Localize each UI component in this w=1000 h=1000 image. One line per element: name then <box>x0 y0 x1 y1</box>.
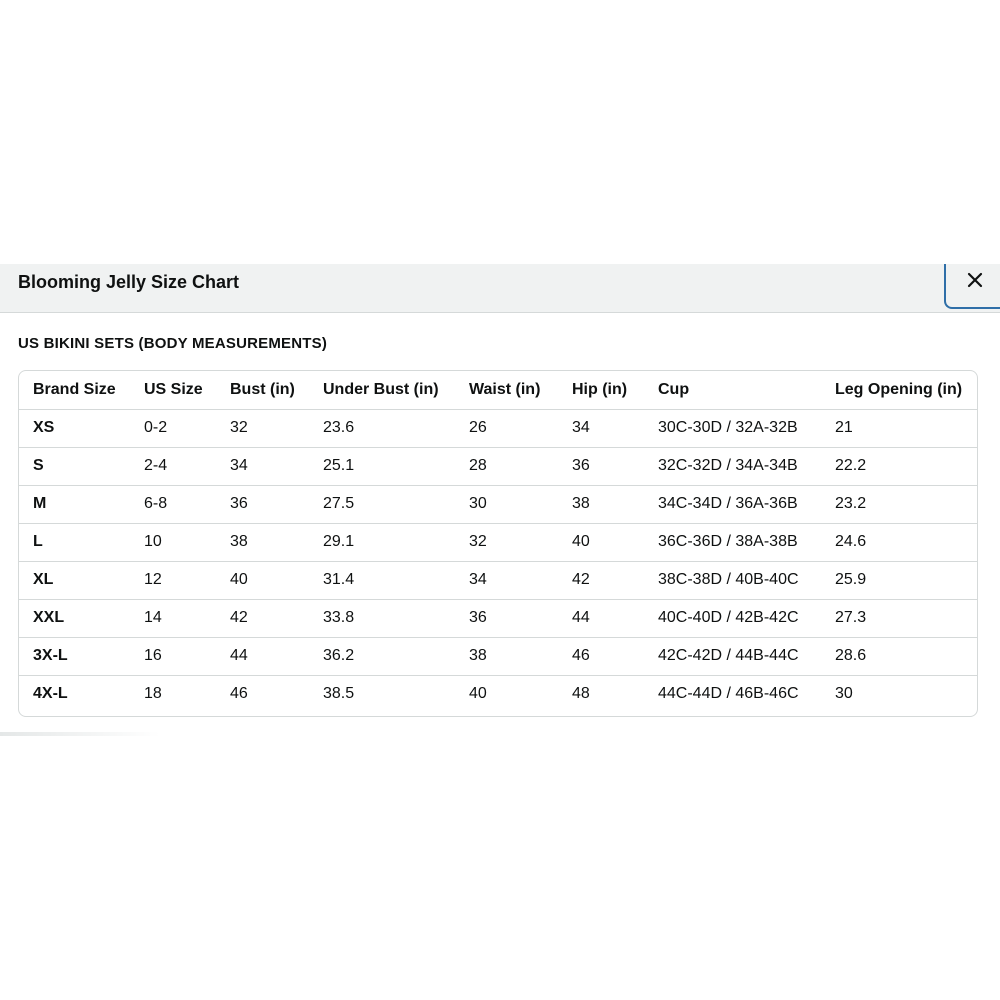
cell-bust: 34 <box>216 447 309 485</box>
cell-leg-opening: 22.2 <box>821 447 978 485</box>
table-row <box>19 599 978 637</box>
cell-leg-opening: 21 <box>821 409 978 447</box>
table-row <box>19 409 978 447</box>
cell-us-size: 2-4 <box>130 447 216 485</box>
cell-hip: 44 <box>558 599 644 637</box>
cell-bust: 44 <box>216 637 309 675</box>
cell-us-size: 6-8 <box>130 485 216 523</box>
cell-leg-opening: 24.6 <box>821 523 978 561</box>
modal-header <box>0 264 1000 313</box>
cell-waist: 30 <box>455 485 558 523</box>
cell-bust: 36 <box>216 485 309 523</box>
cell-brand-size: XS <box>19 409 130 447</box>
cell-under-bust: 38.5 <box>323 685 355 703</box>
size-chart-modal <box>0 264 1000 734</box>
cell-under-bust: 31.4 <box>309 561 455 599</box>
header-hip: Hip (in) <box>558 371 644 409</box>
cell-us-size: 12 <box>130 561 216 599</box>
cell-under-bust: 36.2 <box>309 637 455 675</box>
cell-cup: 42C-42D / 44B-44C <box>644 637 821 675</box>
header-cup: Cup <box>644 371 821 409</box>
cell-hip: 42 <box>558 561 644 599</box>
cell-bust: 32 <box>216 409 309 447</box>
cell-under-bust: 25.1 <box>309 447 455 485</box>
cell-waist: 32 <box>455 523 558 561</box>
cell-waist: 26 <box>455 409 558 447</box>
cell-us-size: 14 <box>130 599 216 637</box>
cell-brand-size: 4X-L <box>33 685 68 703</box>
cell-leg-opening: 25.9 <box>821 561 978 599</box>
cell-under-bust: 29.1 <box>309 523 455 561</box>
cell-bust: 42 <box>216 599 309 637</box>
close-button[interactable] <box>944 264 1000 309</box>
cell-waist: 36 <box>455 599 558 637</box>
header-brand-size: Brand Size <box>19 371 130 409</box>
cell-hip: 48 <box>572 685 590 703</box>
cell-leg-opening: 30 <box>835 685 853 703</box>
size-table <box>19 371 978 713</box>
modal-title: Blooming Jelly Size Chart <box>18 272 240 292</box>
cell-under-bust: 33.8 <box>309 599 455 637</box>
header-waist: Waist (in) <box>455 371 558 409</box>
table-row <box>19 675 978 713</box>
cell-brand-size: XXL <box>19 599 130 637</box>
cell-cup: 34C-34D / 36A-36B <box>644 485 821 523</box>
close-icon <box>967 272 983 288</box>
cell-bust: 38 <box>216 523 309 561</box>
cell-leg-opening: 27.3 <box>821 599 978 637</box>
cell-brand-size: S <box>19 447 130 485</box>
cell-waist: 28 <box>455 447 558 485</box>
table-row <box>19 447 978 485</box>
cell-under-bust: 27.5 <box>309 485 455 523</box>
size-table-container <box>18 370 978 717</box>
cell-cup: 38C-38D / 40B-40C <box>644 561 821 599</box>
table-row <box>19 637 978 675</box>
cell-bust: 40 <box>216 561 309 599</box>
cell-hip: 34 <box>558 409 644 447</box>
header-under-bust: Under Bust (in) <box>309 371 455 409</box>
cell-us-size: 0-2 <box>130 409 216 447</box>
cell-cup: 36C-36D / 38A-38B <box>644 523 821 561</box>
cell-brand-size: XL <box>19 561 130 599</box>
cell-cup: 30C-30D / 32A-32B <box>644 409 821 447</box>
table-row <box>19 561 978 599</box>
cell-hip: 36 <box>558 447 644 485</box>
table-row <box>19 523 978 561</box>
section-title: US BIKINI SETS (BODY MEASUREMENTS) <box>18 335 328 352</box>
cell-leg-opening: 28.6 <box>821 637 978 675</box>
divider <box>0 732 160 736</box>
cell-waist: 40 <box>469 685 487 703</box>
cell-leg-opening: 23.2 <box>821 485 978 523</box>
cell-under-bust: 23.6 <box>309 409 455 447</box>
cell-cup: 40C-40D / 42B-42C <box>644 599 821 637</box>
table-header-row <box>19 371 978 409</box>
cell-bust: 46 <box>230 685 248 703</box>
cell-us-size: 16 <box>130 637 216 675</box>
header-us-size: US Size <box>130 371 216 409</box>
header-bust: Bust (in) <box>216 371 309 409</box>
cell-brand-size: 3X-L <box>19 637 130 675</box>
cell-us-size: 10 <box>130 523 216 561</box>
cell-us-size: 18 <box>144 685 162 703</box>
cell-cup: 32C-32D / 34A-34B <box>644 447 821 485</box>
header-leg-opening: Leg Opening (in) <box>821 371 978 409</box>
cell-waist: 34 <box>455 561 558 599</box>
cell-hip: 38 <box>558 485 644 523</box>
cell-cup: 44C-44D / 46B-46C <box>658 685 799 703</box>
cell-waist: 38 <box>455 637 558 675</box>
cell-brand-size: M <box>19 485 130 523</box>
cell-brand-size: L <box>19 523 130 561</box>
cell-hip: 40 <box>558 523 644 561</box>
table-row <box>19 485 978 523</box>
cell-hip: 46 <box>558 637 644 675</box>
